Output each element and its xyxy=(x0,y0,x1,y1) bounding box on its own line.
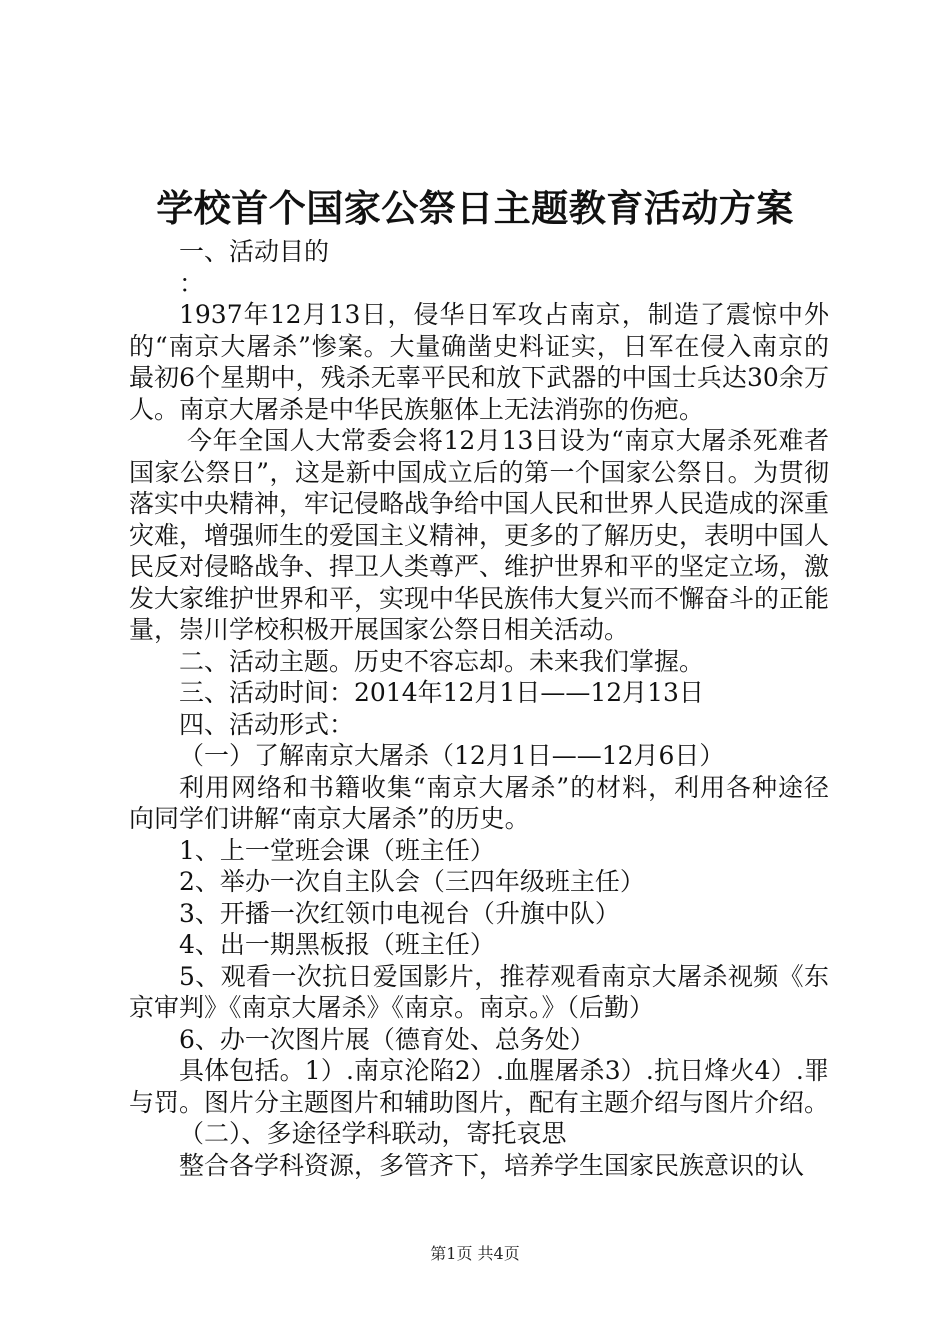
section-heading-theme: 二、活动主题。历史不容忘却。未来我们掌握。 xyxy=(179,646,705,676)
paragraph-integrate: 整合各学科资源，多管齐下，培养学生国家民族意识的认 xyxy=(179,1150,805,1180)
section-heading-time: 三、活动时间：2014年12月1日——12月13日 xyxy=(179,678,704,707)
paragraph-exhibition-details: 具体包括。1）.南京沦陷2）.血腥屠杀3）.抗日烽火4）.罪与罚。图片分主题图片和辅助图片，配有主题介绍与图片介绍。 xyxy=(129,1056,830,1117)
list-item: 3、开播一次红领巾电视台（升旗中队） xyxy=(179,898,620,928)
list-item: 6、办一次图片展（德育处、总务处） xyxy=(179,1024,595,1054)
document-title: 学校首个国家公祭日主题教育活动方案 xyxy=(156,187,794,230)
document-body xyxy=(129,236,829,1181)
list-item: 2、举办一次自主队会（三四年级班主任） xyxy=(179,867,645,896)
page-footer: 第1页 共4页 xyxy=(430,1244,520,1263)
subsection-heading-1: （一）了解南京大屠杀（12月1日——12月6日） xyxy=(179,741,725,770)
list-item: 1、上一堂班会课（班主任） xyxy=(179,835,495,865)
subsection-heading-2: （二）、多途径学科联动，寄托哀思 xyxy=(179,1119,567,1148)
list-item: 5、观看一次抗日爱国影片，推荐观看南京大屠杀视频《东京审判》《南京大屠杀》《南京。南京。》（后勤） xyxy=(129,961,829,1022)
paragraph-collect: 利用网络和书籍收集“南京大屠杀”的材料，利用各种途径向同学们讲解“南京大屠杀”的历史。 xyxy=(129,772,829,833)
paragraph-history: 1937年12月13日，侵华日军攻占南京，制造了震惊中外的“南京大屠杀”惨案。大量确凿史料证实，日军在侵入南京的最初6个星期中，残杀无辜平民和放下武器的中国士兵达30余万人。南京大屠杀是中华民族躯体上无法消弥的伤疤。 xyxy=(129,300,829,424)
list-item: 4、出一期黑板报（班主任） xyxy=(179,930,495,959)
colon-line: ： xyxy=(179,268,205,298)
paragraph-background: 今年全国人大常委会将12月13日设为“南京大屠杀死难者国家公祭日”，这是新中国成立后的第一个国家公祭日。为贯彻落实中央精神，牢记侵略战争给中国人民和世界人民造成的深重灾难，增强师生的爱国主义精神，更多的了解历史，表明中国人民反对侵略战争、捍卫人类尊严、维护世界和平的坚定立场，激发大家维护世界和平，实现中华民族伟大复兴而不懈奋斗的正能量，崇川学校积极开展国家公祭日相关活动。 xyxy=(129,426,830,644)
section-heading-form: 四、活动形式： xyxy=(179,709,355,739)
section-heading-purpose: 一、活动目的 xyxy=(179,237,330,266)
